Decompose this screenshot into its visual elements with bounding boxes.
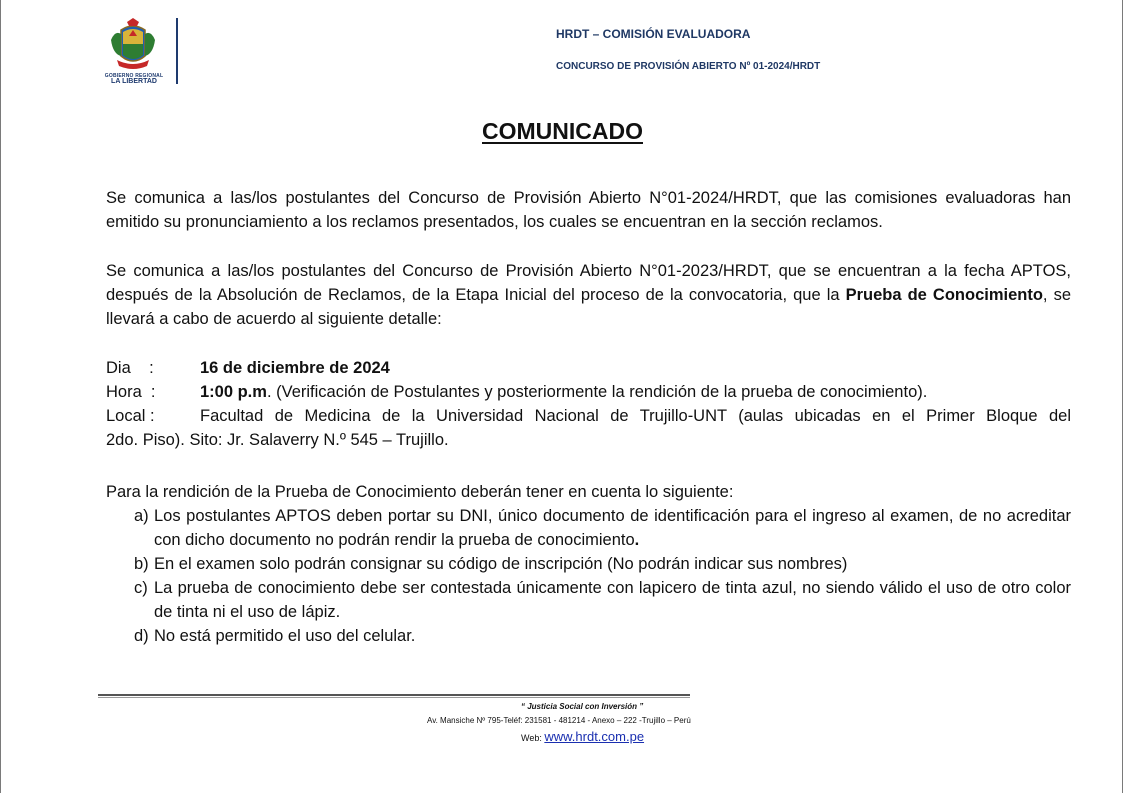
list-text: La prueba de conocimiento debe ser contestada únicamente con lapicero de tinta azul, no siendo válido el uso de otro color de tinta ni el uso de lápiz. [154,579,1071,621]
list-text: Los postulantes APTOS deben portar su DNI, único documento de identificación para el ingreso al examen, de no acreditar con dicho documento no podrán rendir la prueba de conocimiento [154,507,1071,549]
list-item [106,552,1071,576]
detail-hora-note: . (Verificación de Postulantes y posteriormente la rendición de la prueba de conocimiento). [266,383,928,401]
footer-web [521,729,644,744]
footer-rule-thin [98,697,690,698]
document-title: COMUNICADO [482,118,643,144]
list-marker: a) [134,507,149,525]
list-marker: b) [134,555,149,573]
footer-slogan: “ Justicia Social con Inversión ” [521,702,644,711]
paragraph-2-text: Se comunica a las/los postulantes del Concurso de Provisión Abierto N°01-2023/HRDT, que se encuentran a la fecha APTOS, después de la Absolución de Reclamos, de la Etapa Inicial del proceso de la convocatoria, que la [106,262,1071,304]
footer-web-label: Web: [521,733,545,743]
detail-value-hora [200,380,927,404]
header-contest: CONCURSO DE PROVISIÓN ABIERTO Nº 01-2024/HRDT [556,61,821,72]
list-text-tail: . [634,531,640,549]
footer-address: Av. Mansiche Nº 795-Teléf: 231581 - 481214 - Anexo – 222 -Trujillo – Perú [427,716,691,725]
detail-value-local: Facultad de Medicina de la Universidad Nacional de Trujillo-UNT (aulas ubicadas en el Primer Bloque del [200,407,1071,425]
paragraph-1: Se comunica a las/los postulantes del Concurso de Provisión Abierto N°01-2024/HRDT, que las comisiones evaluadoras han emitido su pronunciamiento a los reclamos presentados, los cuales se encuentran en la sección reclamos. [106,189,1071,231]
list-item [106,624,1071,648]
paragraph-2-bold: Prueba de Conocimiento [845,286,1043,304]
header-commission: HRDT – COMISIÓN EVALUADORA [556,27,751,41]
list-item [106,504,1071,552]
list-intro: Para la rendición de la Prueba de Conocimiento deberán tener en cuenta lo siguiente: [106,483,734,501]
logo-org-line2: LA LIBERTAD [111,78,157,85]
logo-org-line1: GOBIERNO REGIONAL [104,73,164,79]
list-text: En el examen solo podrán consignar su código de inscripción (No podrán indicar sus nombres) [154,555,848,573]
paragraph-2-tail: , se llevará a cabo de acuerdo al siguiente detalle: [106,286,1071,328]
footer-rule [98,694,690,696]
requirements-list [106,504,1071,648]
detail-row-dia [106,356,1071,380]
detail-value-local-cont: 2do. Piso). Sito: Jr. Salaverry N.º 545 – Trujillo. [106,431,449,449]
detail-label-dia: Dia : [106,359,154,377]
paragraph-2 [106,259,1071,331]
detail-label-hora: Hora : [106,383,156,401]
list-marker: c) [134,579,148,597]
exam-details [106,356,1071,452]
detail-row-hora [106,380,1071,404]
detail-value-dia: 16 de diciembre de 2024 [200,359,390,377]
detail-label-local: Local : [106,407,155,425]
list-marker: d) [134,627,149,645]
list-item [106,576,1071,624]
header-divider [176,18,178,84]
detail-row-local [106,404,1071,428]
website-link[interactable]: www.hrdt.com.pe [544,729,645,744]
list-text: No está permitido el uso del celular. [154,627,416,645]
detail-hora-time: 1:00 p.m [200,383,267,401]
